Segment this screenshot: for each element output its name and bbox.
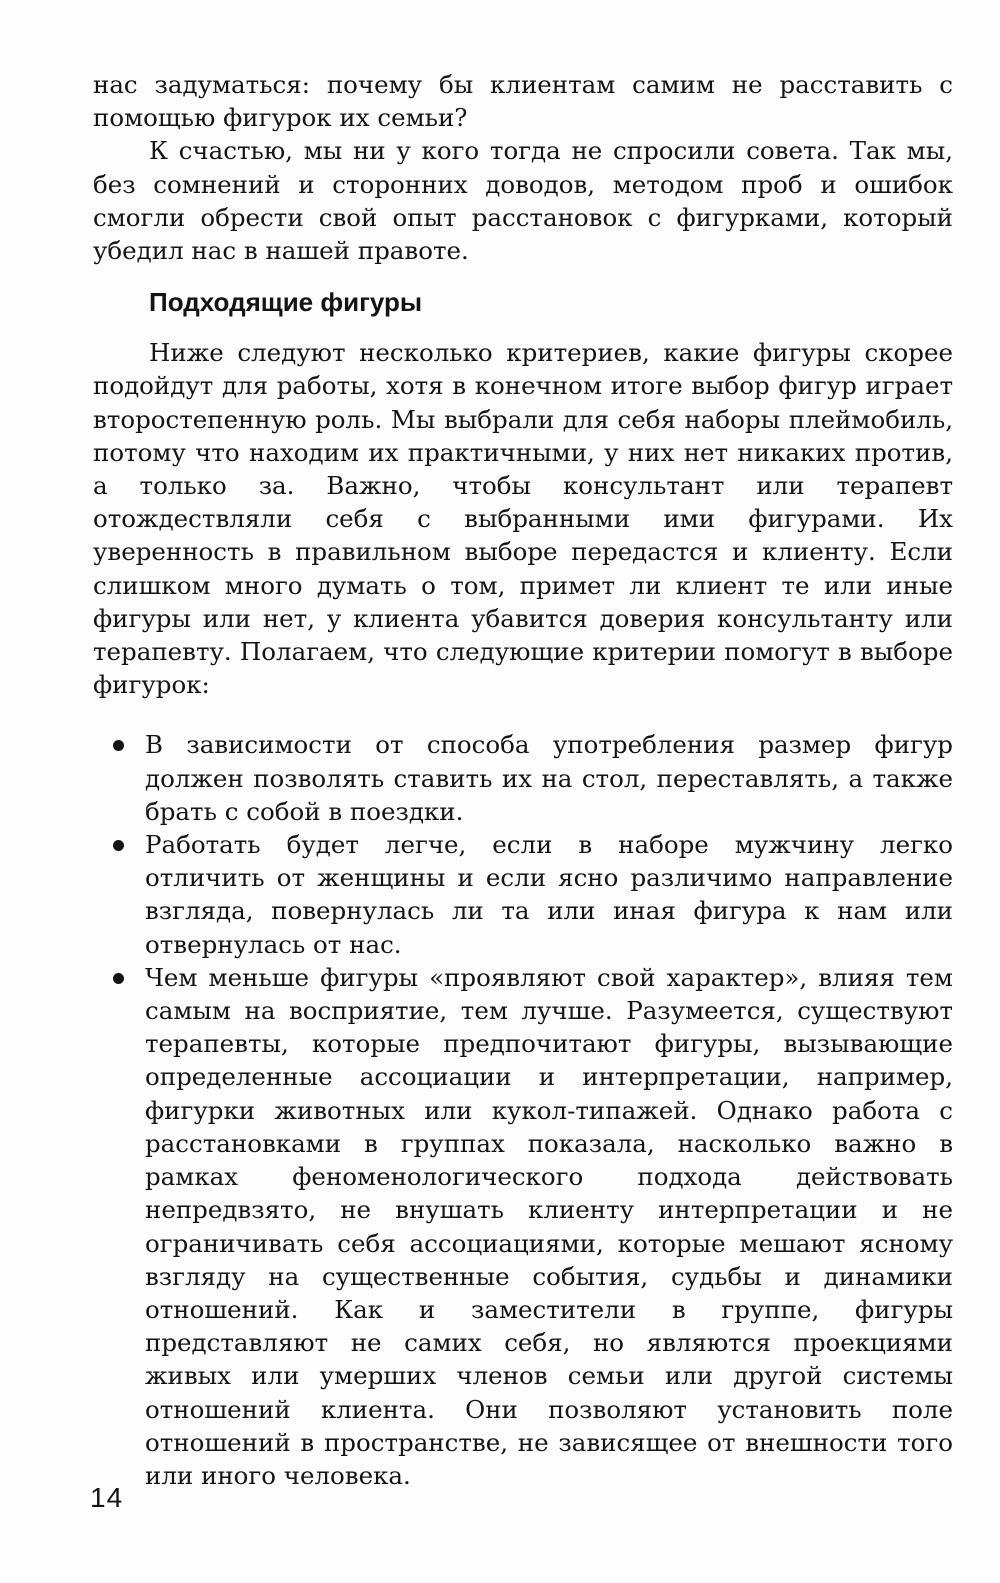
list-item-text: Работать будет легче, если в наборе мужчину легко отличить от женщины и если ясно различимо направление взгляда, повернулась ли та или иная фигура к нам или отвернулась от нас. <box>145 830 953 959</box>
list-item <box>93 961 953 1492</box>
bullet-icon <box>113 973 124 984</box>
page-body <box>93 68 953 1492</box>
section-intro-paragraph: Ниже следуют несколько критериев, какие фигуры скорее подойдут для работы, хотя в конечном итоге выбор фигур играет второстепенную роль. Мы выбрали для себя наборы плеймобиль, потому что находим их практичными, у них нет никаких против, а только за. Важно, чтобы консультант или терапевт отождествляли себя с выбранными ими фигурами. Их уверенность в правильном выборе передастся и клиенту. Если слишком много думать о том, примет ли клиент те или иные фигуры или нет, у клиента убавится доверия консультанту или терапевту. Полагаем, что следующие критерии помогут в выборе фигурок: <box>93 338 953 700</box>
list-item <box>93 728 953 828</box>
paragraph-fortunately: К счастью, мы ни у кого тогда не спросили совета. Так мы, без сомнений и сторонних доводов, методом проб и ошибок смогли обрести свой опыт расстановок с фигурками, который убедил нас в нашей правоте. <box>93 136 953 266</box>
list-item-text: Чем меньше фигуры «проявляют свой характер», влияя тем самым на восприятие, тем лучше. Разумеется, существуют терапевты, которые предпочитают фигуры, вызывающие определенные ассоциации и интерпретации, например, фигурки животных или кукол-типажей. Однако работа с расстановками в группах показала, насколько важно в рамках феноменологического подхода действовать непредвзято, не внушать клиенту интерпретации и не ограничивать себя ассоциациями, которые мешают ясному взгляду на существенные события, судьбы и динамики отношений. Как и заместители в группе, фигуры представляют не самих себя, но являются проекциями живых или умерших членов семьи или другой системы отношений клиента. Они позволяют установить поле отношений в пространстве, не зависящее от внешности того или иного человека. <box>145 962 953 1490</box>
page-number: 14 <box>90 1482 124 1513</box>
section-heading: Подходящие фигуры <box>149 287 423 318</box>
criteria-list <box>93 728 953 1492</box>
bullet-icon <box>113 840 124 851</box>
list-item <box>93 828 953 961</box>
paragraph-continued: нас задуматься: почему бы клиентам самим не расставить с помощью фигурок их семьи? <box>93 70 953 133</box>
bullet-icon <box>113 740 124 751</box>
list-item-text: В зависимости от способа употребления размер фигур должен позволять ставить их на стол, переставлять, а также брать с собой в поездки. <box>145 730 953 826</box>
